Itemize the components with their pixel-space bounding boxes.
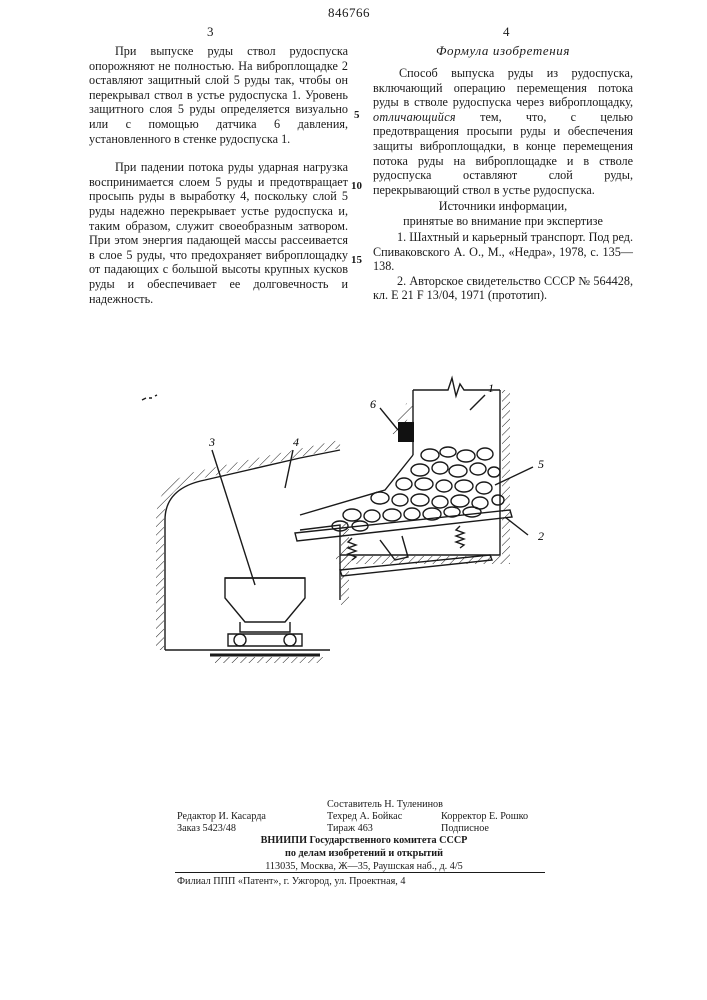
subscription: Подписное — [441, 823, 489, 834]
leader-6 — [380, 408, 398, 430]
references — [373, 230, 633, 303]
org-line-1: ВНИИПИ Государственного комитета СССР — [260, 835, 468, 846]
branch-address: Филиал ППП «Патент», г. Ужгород, ул. Проектная, 4 — [177, 876, 406, 887]
line-number-5: 5 — [354, 109, 360, 121]
footer-divider — [175, 872, 545, 873]
gallery-rock-hatch — [160, 444, 340, 650]
address: 113035, Москва, Ж—35, Раушская наб., д. 4/5 — [265, 861, 463, 872]
circulation: Тираж 463 — [327, 823, 373, 834]
sources-title-line-1: Источники информации, — [438, 199, 568, 213]
claim-text — [373, 66, 633, 197]
editor: Редактор И. Касарда — [177, 811, 266, 822]
line-number-15: 15 — [351, 254, 362, 266]
pressure-sensor — [398, 422, 414, 442]
claim-keyword: отличающийся — [373, 109, 456, 124]
publisher-block — [177, 834, 551, 873]
left-paragraph-2: При падении потока руды ударная нагрузка воспринимается слоем 5 руды и предотвращает просыпь руды в выработку 4, поскольку слой 5 руды надежно перекрывает устье рудоспуска и, таким образом, служит своеобразным затвором. При этом энергия падающей массы рассеивается в слое 5 руды, что предохраняет виброплощадку от падающих с большой высоты крупных кусков руды и обеспечивает ее долговечность и надежность. — [89, 160, 348, 306]
figure-label-5: 5 — [538, 457, 544, 471]
order: Заказ 5423/48 — [177, 823, 236, 834]
claims-heading: Формула изобретения — [435, 43, 571, 58]
ore-layer — [332, 447, 504, 531]
claim-after: тем, что, с целью предотвращения просыпи руды и обеспечения защиты виброплощадки, в конце перемещения потока руды на виброплощадке и в стволе рудоспуска оставляют слой руды, перекрывающий ствол в устье рудоспуска. — [373, 109, 633, 197]
figure-label-2: 2 — [538, 529, 544, 543]
figure-label-4: 4 — [293, 435, 299, 449]
stray-marks — [142, 395, 157, 400]
corrector: Корректор Е. Рошко — [441, 811, 529, 822]
sources-title — [373, 199, 633, 228]
ore-car — [210, 578, 325, 660]
org-line-2: по делам изобретений и открытий — [284, 848, 444, 859]
compiler: Составитель Н. Туленинов — [327, 799, 443, 810]
ore-chute-figure — [0, 360, 707, 690]
right-page-number: 4 — [503, 24, 510, 39]
leader-1 — [470, 395, 485, 410]
figure-label-3: 3 — [209, 435, 215, 449]
figure-label-6: 6 — [370, 397, 376, 411]
patent-number: 846766 — [328, 5, 370, 20]
claim-before: Способ выпуска руды из рудоспуска, включающий операцию перемещения потока руды в стволе рудоспуска через виброплощадку, — [373, 66, 633, 110]
left-page-number: 3 — [207, 24, 214, 39]
sources-title-line-2: принятые во внимание при экспертизе — [403, 213, 603, 228]
figure-label-1: 1 — [488, 381, 494, 395]
techred: Техред А. Бойкас — [327, 811, 403, 822]
line-number-10: 10 — [351, 180, 362, 192]
left-paragraph-1: При выпуске руды ствол рудоспуска опорожняют не полностью. На виброплощадке 2 оставляют защитный слой 5 руды так, чтобы он перекрывал ствол в устье рудоспуска 1. Уровень защитного слоя 5 руды определяется визуально или с помощью датчика 6 давления, установленного в стенке рудоспуска 1. — [89, 44, 348, 146]
left-column — [89, 44, 348, 306]
reference-1: 1. Шахтный и карьерный транспорт. Под ред. Спиваковского А. О., М., «Недра», 1978, с. 135—138. — [373, 230, 633, 274]
chute-break-line — [413, 378, 500, 396]
reference-2: 2. Авторское свидетельство СССР № 564428, кл. Е 21 F 13/04, 1971 (прототип). — [373, 273, 633, 303]
